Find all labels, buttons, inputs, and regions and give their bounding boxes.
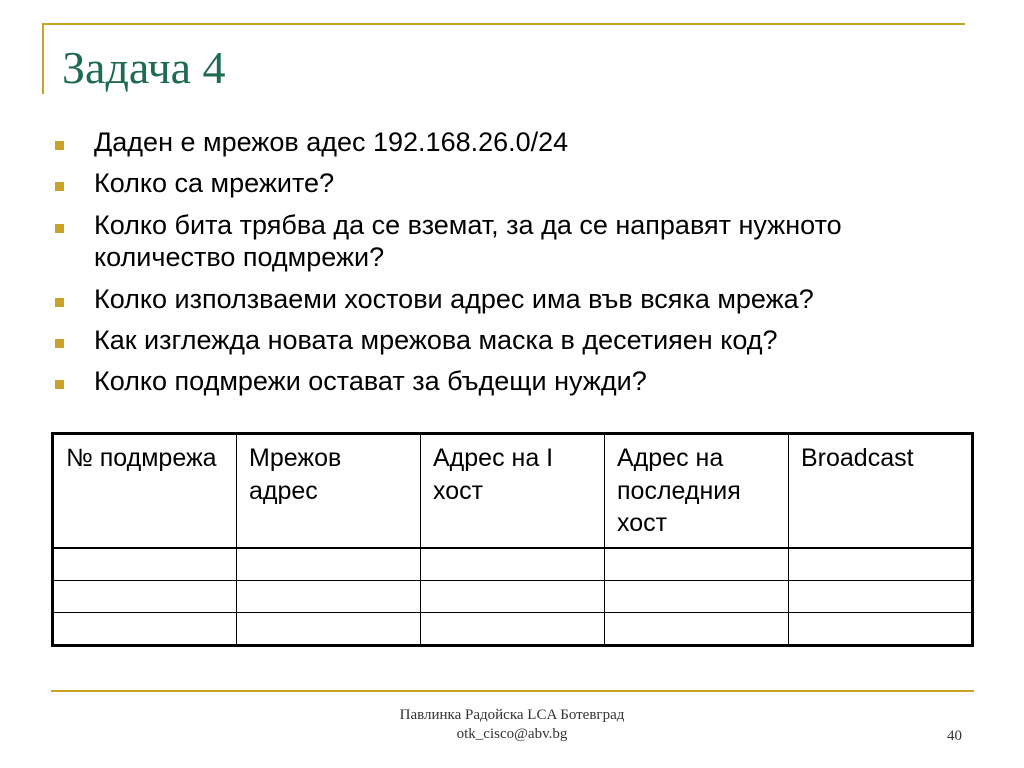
header-first-host-address: Адрес на I хост bbox=[421, 434, 605, 548]
bullet-item bbox=[55, 209, 985, 274]
slide-title: Задача 4 bbox=[62, 42, 226, 93]
square-bullet-icon bbox=[55, 182, 64, 191]
table-cell bbox=[605, 613, 789, 646]
bullet-text: Колко използваеми хостови адрес има във всяка мрежа? bbox=[94, 283, 814, 314]
header-subnet-number: № подмрежа bbox=[53, 434, 237, 548]
bottom-accent-line bbox=[51, 690, 974, 692]
bullet-item bbox=[55, 167, 985, 199]
left-accent-line bbox=[42, 23, 44, 94]
table-cell bbox=[421, 613, 605, 646]
square-bullet-icon bbox=[55, 298, 64, 307]
header-broadcast: Broadcast bbox=[789, 434, 973, 548]
table-header-row bbox=[53, 434, 973, 548]
bullet-item bbox=[55, 126, 985, 158]
table-cell bbox=[789, 613, 973, 646]
table-row bbox=[53, 548, 973, 581]
table-row bbox=[53, 580, 973, 613]
table-cell bbox=[789, 580, 973, 613]
square-bullet-icon bbox=[55, 141, 64, 150]
footer bbox=[312, 706, 712, 744]
page-number: 40 bbox=[947, 728, 962, 744]
bullet-item bbox=[55, 324, 985, 356]
square-bullet-icon bbox=[55, 224, 64, 233]
table-cell bbox=[237, 613, 421, 646]
top-accent-line bbox=[42, 23, 965, 25]
header-network-address: Мрежов адрес bbox=[237, 434, 421, 548]
table-cell bbox=[789, 548, 973, 581]
table-cell bbox=[53, 580, 237, 613]
square-bullet-icon bbox=[55, 380, 64, 389]
bullet-item bbox=[55, 283, 985, 315]
bullet-text: Колко подмрежи остават за бъдещи нужди? bbox=[94, 366, 647, 397]
bullet-list bbox=[55, 126, 985, 407]
square-bullet-icon bbox=[55, 339, 64, 348]
header-last-host-address: Адрес на последния хост bbox=[605, 434, 789, 548]
table-cell bbox=[237, 580, 421, 613]
table-row bbox=[53, 613, 973, 646]
table-cell bbox=[605, 548, 789, 581]
table-cell bbox=[53, 613, 237, 646]
bullet-text: Колко са мрежите? bbox=[94, 168, 335, 199]
bullet-text: Даден е мрежов адес 192.168.26.0/24 bbox=[94, 127, 569, 157]
bullet-text: Колко бита трябва да се вземат, за да се направят нужното количество подмрежи? bbox=[94, 209, 842, 273]
table-cell bbox=[237, 548, 421, 581]
bullet-text: Как изглежда новата мрежова маска в десетияен код? bbox=[94, 324, 778, 355]
bullet-item bbox=[55, 365, 985, 397]
footer-author: Павлинка Радойска LCA Ботевград bbox=[399, 707, 625, 723]
table-cell bbox=[53, 548, 237, 581]
subnet-table bbox=[51, 432, 974, 647]
footer-email: otk_cisco@abv.bg bbox=[456, 725, 568, 742]
table-cell bbox=[605, 580, 789, 613]
table-cell bbox=[421, 580, 605, 613]
table-cell bbox=[421, 548, 605, 581]
